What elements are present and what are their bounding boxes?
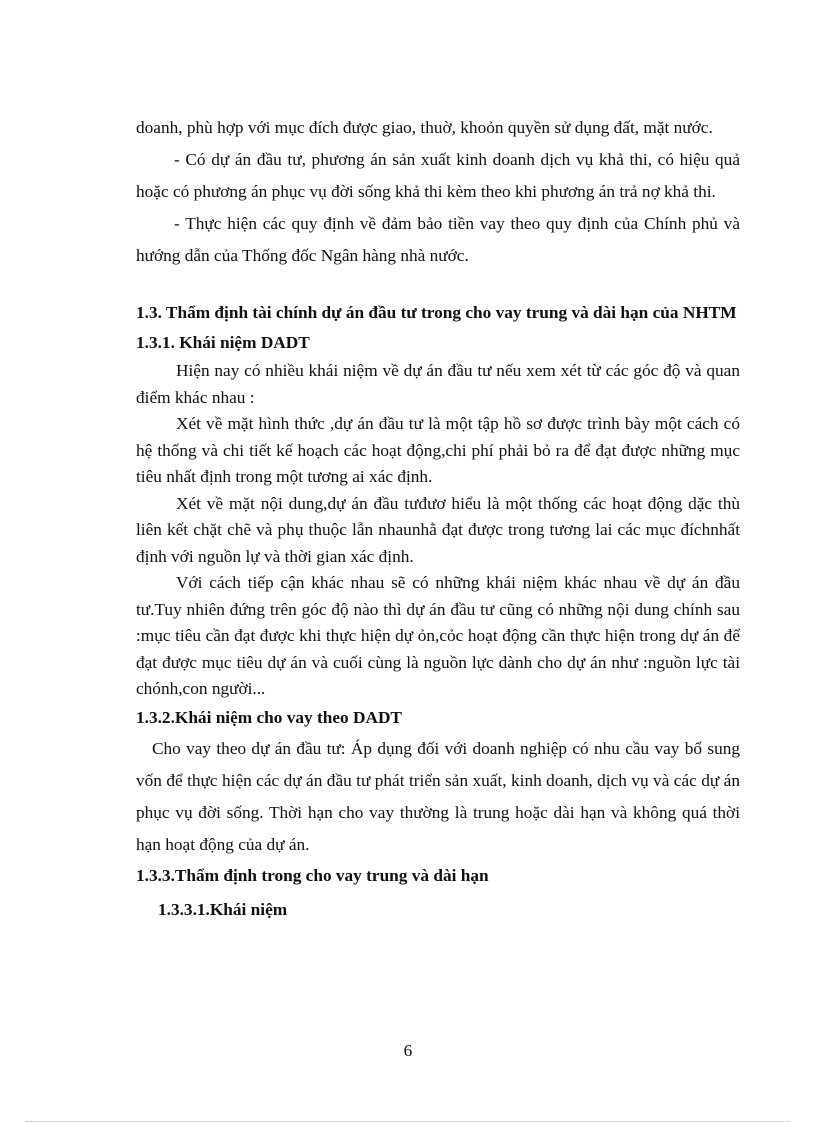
heading-section-1-3-3-1: 1.3.3.1.Khái niệm: [158, 899, 288, 919]
paragraph-continuation: doanh, phù hợp với mục đích được giao, thuờ, khoỏn quyền sử dụng đất, mặt nước.: [136, 118, 713, 137]
page-number: 6: [403, 1041, 413, 1060]
paragraph-condition-collateral: - Thực hiện các quy định về đảm bảo tiền vay theo quy định của Chính phủ và hướng dẫn của Thống đốc Ngân hàng nhà nước.: [136, 214, 740, 265]
heading-section-1-3-1: 1.3.1. Khái niệm DADT: [136, 333, 310, 352]
heading-section-1-3-2: 1.3.2.Khái niệm cho vay theo DADT: [136, 707, 402, 727]
paragraph-definition-form: Xét về mặt hình thức ,dự án đầu tư là một tập hồ sơ được trình bày một cách có hệ thống và chi tiết kế hoạch các hoạt động,chi phí phải bỏ ra để đạt được những mục tiêu nhất định trong một tương ai xác định.: [136, 414, 740, 486]
paragraph-definition-content: Xét về mặt nội dung,dự án đầu tưđươ hiểu là một thống các hoạt động dặc thù liên kết chặt chẽ và phụ thuộc lẫn nhaunhằ đạt được trong tương lai các mục đíchnhất định với nguồn lự và thời gian xác định.: [136, 493, 740, 566]
paragraph-definition-intro: Hiện nay có nhiều khái niệm về dự án đầu tư nếu xem xét từ các góc độ và quan điểm khác nhau :: [136, 361, 740, 407]
heading-section-1-3: 1.3. Thẩm định tài chính dự án đầu tư trong cho vay trung và dài hạn của NHTM: [136, 303, 737, 322]
page-bottom-divider: [26, 1121, 790, 1122]
paragraph-project-lending: Cho vay theo dự án đầu tư: Áp dụng đối với doanh nghiệp có nhu cầu vay bổ sung vốn để thực hiện các dự án đầu tư phát triển sản xuất, kinh doanh, dịch vụ và các dự án phục vụ đời sống. Thời hạn cho vay thường là trung hoặc dài hạn và không quá thời hạn hoạt động của dự án.: [136, 738, 740, 854]
heading-section-1-3-3: 1.3.3.Thẩm định trong cho vay trung và dài hạn: [136, 865, 489, 885]
page-body: [136, 112, 740, 925]
paragraph-condition-project: - Có dự án đầu tư, phương án sản xuất kinh doanh dịch vụ khả thi, có hiệu quả hoặc có phương án phục vụ đời sống khả thi kèm theo khi phương án trả nợ khả thi.: [136, 150, 740, 201]
paragraph-definition-approach: Với cách tiếp cận khác nhau sẽ có những khái niệm khác nhau về dự án đầu tư.Tuy nhiên đứng trên góc độ nào thì dự án đầu tư cũng có những nội dung chính sau :mục tiêu cần đạt được khi thực hiện dự ỏn,cỏc hoạt động cần thực hiện trong dự án để đạt được mục tiêu dự án và cuối cùng là nguồn lực dành cho dự án như :nguồn lực tài chónh,con người...: [136, 573, 740, 698]
